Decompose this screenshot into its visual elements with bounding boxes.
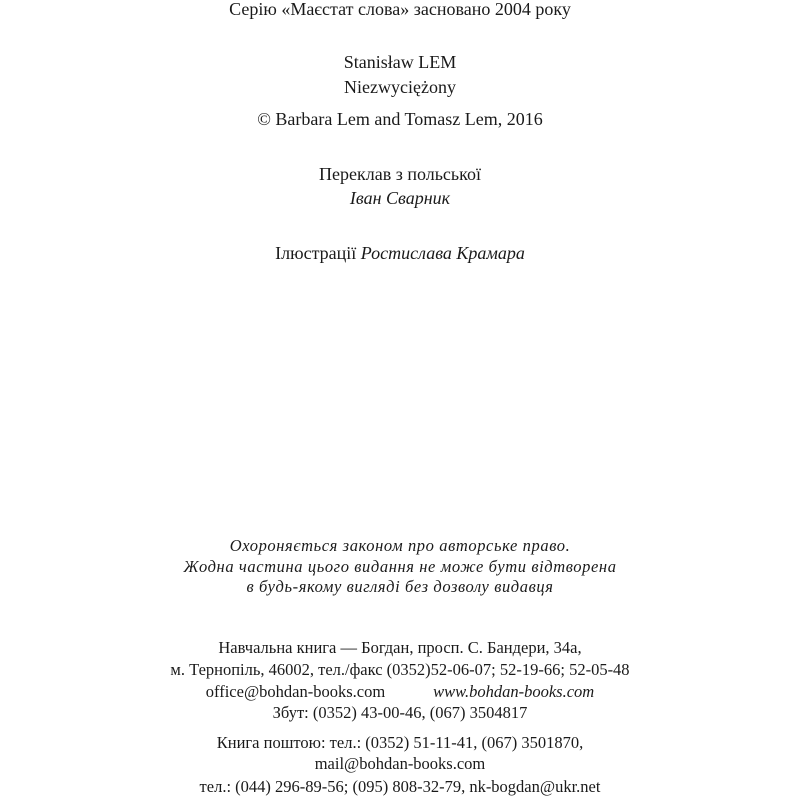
publisher-website[interactable]: www.bohdan-books.com bbox=[433, 682, 595, 701]
sales-phones: Збут: (0352) 43-00-46, (067) 3504817 bbox=[272, 703, 528, 722]
translation-label: Переклав з польської bbox=[319, 164, 481, 184]
series-prefix: Серію bbox=[229, 0, 282, 19]
publisher-contacts bbox=[0, 682, 800, 702]
original-author: Stanisław LEM bbox=[343, 52, 457, 72]
legal-line: в будь-якому вигляді без дозволу видавця bbox=[246, 577, 554, 596]
legal-line: Охороняється законом про авторське право. bbox=[229, 536, 571, 555]
series-suffix: засновано 2004 року bbox=[409, 0, 571, 19]
translator-name: Іван Сварник bbox=[349, 188, 451, 208]
publisher-name-address: Навчальна книга — Богдан, просп. С. Бандери, 34а, bbox=[218, 638, 582, 657]
publisher-email[interactable]: office@bohdan-books.com bbox=[205, 682, 386, 701]
illustrator-name: Ростислава Крамара bbox=[360, 243, 525, 263]
series-name: «Маєстат слова» bbox=[281, 0, 410, 19]
legal-line: Жодна частина цього видання не може бути відтворена bbox=[183, 557, 617, 576]
publisher-city-phones: м. Тернопіль, 46002, тел./факс (0352)52-06-07; 52-19-66; 52-05-48 bbox=[170, 660, 630, 679]
illustrations-credit bbox=[0, 242, 800, 264]
mail-order-phones: Книга поштою: тел.: (0352) 51-11-41, (067) 3501870, bbox=[216, 733, 584, 752]
kyiv-phones-email: тел.: (044) 296-89-56; (095) 808-32-79, nk-bogdan@ukr.net bbox=[199, 777, 601, 796]
mail-order-email[interactable]: mail@bohdan-books.com bbox=[314, 754, 486, 773]
illustrations-label: Ілюстрації bbox=[275, 243, 361, 263]
original-title: Niezwyciężony bbox=[344, 77, 456, 97]
copyright-line: © Barbara Lem and Tomasz Lem, 2016 bbox=[257, 109, 543, 129]
series-note bbox=[0, 0, 800, 20]
